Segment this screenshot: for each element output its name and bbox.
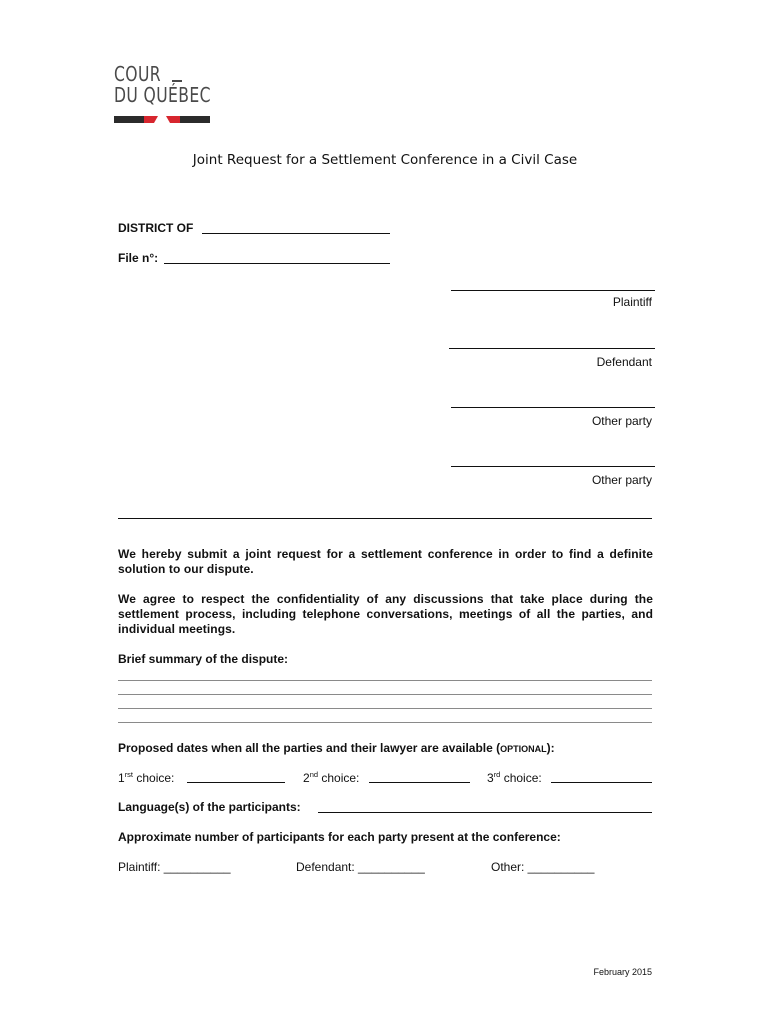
file-number-label: File n°:: [118, 251, 159, 265]
third-choice-num: 3: [487, 771, 494, 785]
second-choice-sup: nd: [309, 770, 319, 779]
third-choice-text: choice:: [500, 771, 542, 785]
third-choice-field[interactable]: [551, 782, 652, 783]
logo-line-2: DU QUÉBEC: [114, 83, 211, 107]
second-choice-text: choice:: [318, 771, 360, 785]
other-party-field-2[interactable]: [451, 466, 655, 467]
confidentiality-paragraph: We agree to respect the confidentiality of any discussions that take place during the settlement process, including telephone conversations, meetings of all the parties, and individual meetings.: [118, 592, 653, 636]
other-party-field-1[interactable]: [451, 407, 655, 408]
summary-line-2[interactable]: [118, 694, 652, 695]
first-choice-sup: rst: [124, 770, 134, 779]
dates-label-main: Proposed dates when all the parties and their lawyer are available (: [118, 741, 501, 755]
file-number-field[interactable]: [164, 263, 390, 264]
defendant-field[interactable]: [449, 348, 655, 349]
second-choice-field[interactable]: [369, 782, 470, 783]
first-choice-field[interactable]: [187, 782, 285, 783]
second-choice-label: [303, 771, 359, 785]
court-logo: [114, 64, 238, 106]
summary-line-1[interactable]: [118, 680, 652, 681]
defendant-label: Defendant: [596, 355, 652, 369]
logo-dash: [172, 80, 182, 82]
footer-date: February 2015: [593, 967, 652, 977]
logo-stripe-icon: [114, 116, 210, 123]
languages-field[interactable]: [318, 812, 652, 813]
section-divider: [118, 518, 652, 519]
first-choice-text: choice:: [133, 771, 175, 785]
dates-label-end: ):: [546, 741, 555, 755]
dates-label: [118, 741, 555, 755]
plaintiff-label: Plaintiff: [612, 295, 652, 309]
other-count-field[interactable]: Other: __________: [491, 860, 595, 874]
joint-request-paragraph: We hereby submit a joint request for a settlement conference in order to find a definite solution to our dispute.: [118, 547, 653, 576]
other-party-label-1: Other party: [591, 414, 652, 428]
defendant-count-field[interactable]: Defendant: __________: [296, 860, 425, 874]
third-choice-sup: rd: [493, 770, 501, 779]
district-label: DISTRICT OF: [118, 221, 194, 235]
logo-line-1: COUR: [114, 62, 161, 86]
summary-line-4[interactable]: [118, 722, 652, 723]
district-field[interactable]: [202, 233, 390, 234]
first-choice-num: 1: [118, 771, 125, 785]
plaintiff-count-field[interactable]: Plaintiff: __________: [118, 860, 231, 874]
first-choice-label: [118, 771, 174, 785]
summary-line-3[interactable]: [118, 708, 652, 709]
third-choice-label: [487, 771, 542, 785]
plaintiff-field[interactable]: [451, 290, 655, 291]
document-title: Joint Request for a Settlement Conference in a Civil Case: [192, 152, 578, 168]
second-choice-num: 2: [303, 771, 310, 785]
participants-label: Approximate number of participants for each party present at the conference:: [118, 830, 561, 844]
summary-label: Brief summary of the dispute:: [118, 652, 289, 666]
other-party-label-2: Other party: [591, 473, 652, 487]
optional-tag: OPTIONAL: [500, 744, 547, 754]
languages-label: Language(s) of the participants:: [118, 800, 301, 814]
